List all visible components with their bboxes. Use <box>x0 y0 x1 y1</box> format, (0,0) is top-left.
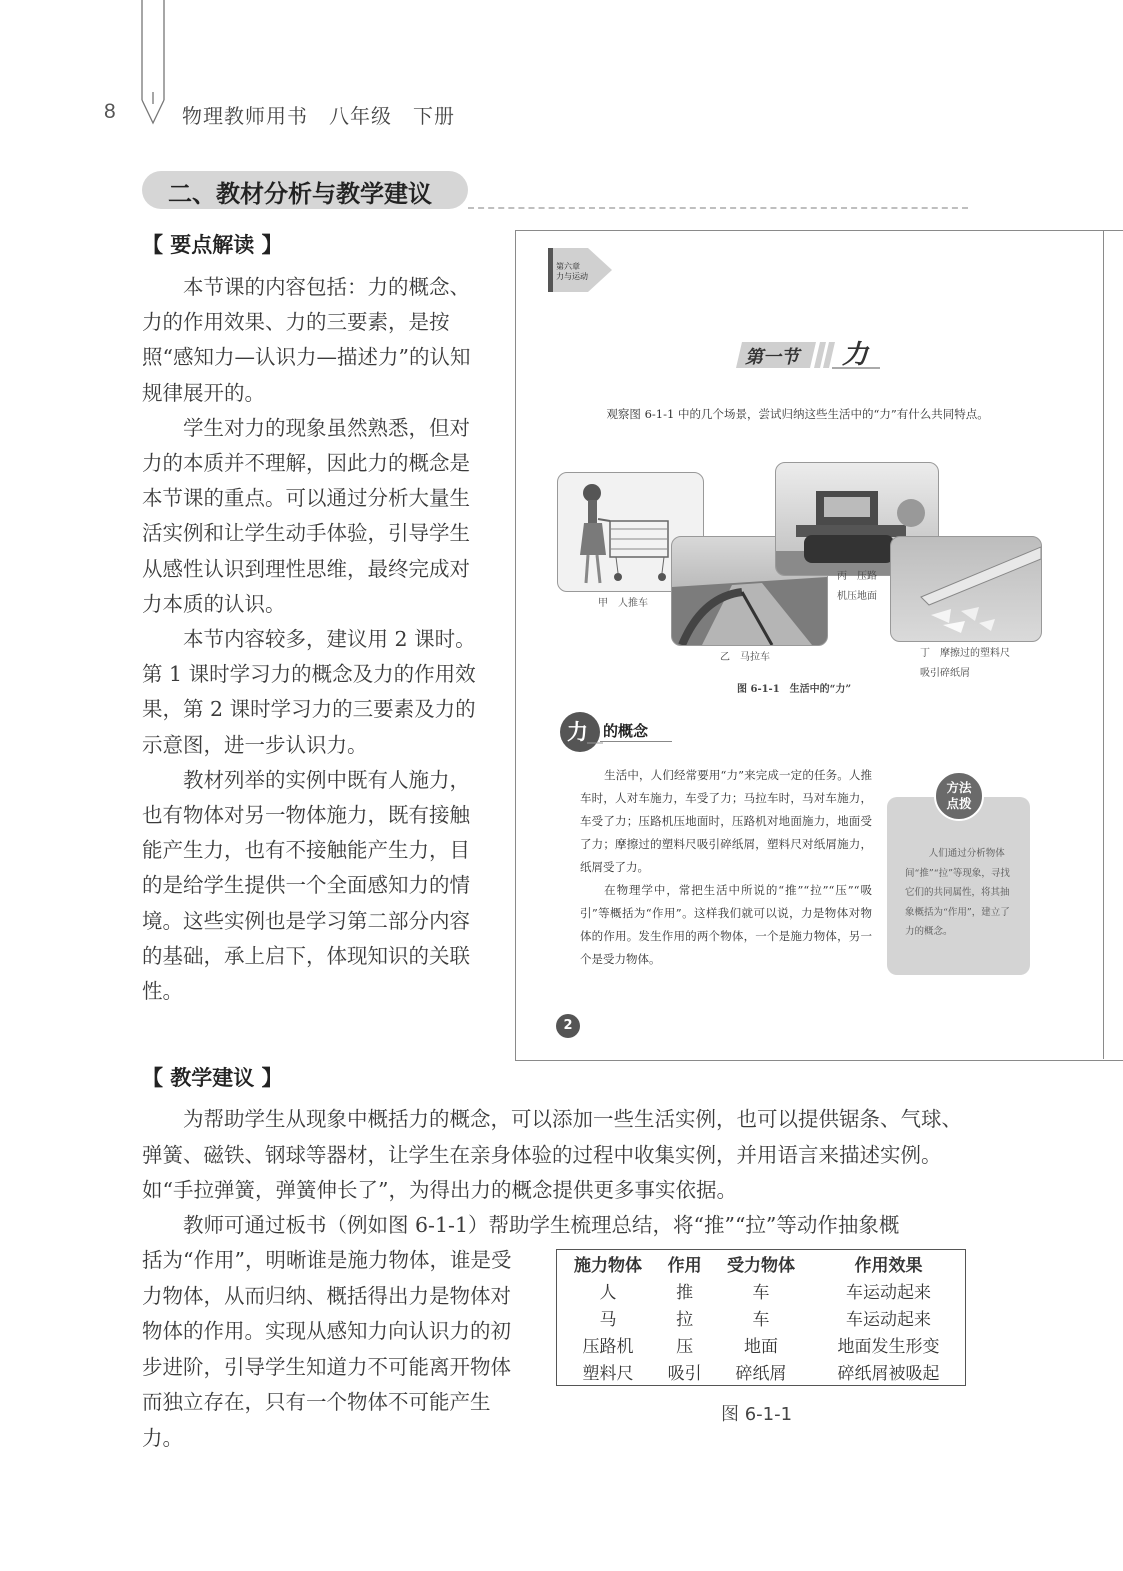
table-cell: 马 <box>599 1310 617 1330</box>
table-cell: 车 <box>752 1310 770 1330</box>
table-row <box>557 1358 966 1386</box>
key-point-paragraph: 教材列举的实例中既有人施力，也有物体对另一物体施力，既有接触能产生力，也有不接触能产生力，目的是给学生提供一个全面感知力的情境。这些实例也是学习第二部分内容的基础，承上启下，体现知识的关联性。 <box>142 767 470 1004</box>
key-points-heading: 【 要点解读 】 <box>142 233 283 257</box>
table-header: 作用 <box>667 1256 702 1276</box>
table-row <box>557 1304 966 1331</box>
photo-caption-d: 丁 摩擦过的塑料尺 吸引碎纸屑 <box>920 648 1010 679</box>
concept-body <box>580 764 872 971</box>
concept-char: 力 <box>567 720 588 744</box>
board-table-caption: 图 6-1-1 <box>721 1404 793 1425</box>
concept-paragraph: 生活中，人们经常要用“力”来完成一定的任务。人推车时，人对车施力，车受了力；马拉车时，马对车施力，车受了力；压路机压地面时，压路机对地面施力，地面受了力；摩擦过的塑料尺吸引碎纸屑，塑料尺对纸屑施力，纸屑受了力。 <box>580 768 872 874</box>
table-row <box>557 1331 966 1358</box>
insert-page-number: 2 <box>556 1014 580 1038</box>
photo-ruler-paper <box>890 536 1042 642</box>
photo-caption-a: 甲 人推车 <box>598 598 648 609</box>
table-cell: 地面发生形变 <box>837 1337 940 1357</box>
book-title: 物理教师用书 八年级 下册 <box>182 104 455 128</box>
table-cell: 车运动起来 <box>845 1310 931 1330</box>
table-cell: 吸引 <box>667 1364 702 1384</box>
key-point-paragraph: 本节课的内容包括：力的概念、力的作用效果、力的三要素，是按照“感知力—认识力—描述力”的认知规律展开的。 <box>142 275 471 405</box>
board-summary-table <box>556 1249 966 1386</box>
table-header: 受力物体 <box>726 1256 795 1276</box>
photo-caption-c: 丙 压路 机压地面 <box>837 571 877 602</box>
table-row <box>557 1277 966 1304</box>
table-cell: 碎纸屑被吸起 <box>837 1364 940 1384</box>
table-cell: 碎纸屑 <box>735 1364 787 1384</box>
section-char: 力 <box>842 340 869 370</box>
concept-underline <box>600 741 672 742</box>
insert-edge <box>1103 230 1104 1059</box>
table-header: 施力物体 <box>574 1256 643 1276</box>
table-cell: 压路机 <box>582 1337 634 1357</box>
table-cell: 压 <box>676 1337 694 1357</box>
method-tip-text: 人们通过分析物体间“推”“拉”等现象，寻找它们的共同属性，将其抽象概括为“作用”，建立了力的概念。 <box>905 848 1010 937</box>
teaching-heading: 【 教学建议 】 <box>142 1066 283 1090</box>
photo-caption-b: 乙 马拉车 <box>720 652 770 663</box>
table-cell: 拉 <box>676 1310 694 1330</box>
table-header: 作用效果 <box>854 1256 923 1276</box>
method-tip-title: 方法 点拨 <box>946 780 972 811</box>
chapter-tag-text: 第六章 力与运动 <box>556 262 588 281</box>
table-cell: 人 <box>599 1283 617 1303</box>
table-cell: 地面 <box>743 1337 778 1357</box>
observe-prompt: 观察图 6-1-1 中的几个场景，尝试归纳这些生活中的“力”有什么共同特点。 <box>606 407 989 421</box>
teaching-line: 弹簧、磁铁、钢球等器材，让学生在亲身体验的过程中收集实例，并用语言来描述实例。 <box>142 1143 942 1167</box>
teaching-line: 教师可通过板书（例如图 6-1-1）帮助学生梳理总结，将“推”“拉”等动作抽象概 <box>183 1213 900 1237</box>
pencil-icon <box>138 0 168 125</box>
table-cell: 车 <box>752 1283 770 1303</box>
figure-caption: 图 6-1-1 生活中的“力” <box>737 684 852 695</box>
table-cell: 塑料尺 <box>582 1364 634 1384</box>
section-label: 第一节 <box>745 347 799 368</box>
concept-paragraph: 在物理学中，常把生活中所说的“推”“拉”“压”“吸引”等概括为“作用”。这样我们就可以说，力是物体对物体的作用。发生作用的两个物体，一个是施力物体，另一个是受力物体。 <box>580 883 872 966</box>
table-header-row <box>557 1250 966 1278</box>
dashed-divider <box>468 207 968 209</box>
section-title: 二、教材分析与教学建议 <box>168 180 432 208</box>
concept-title: 的概念 <box>603 722 649 740</box>
key-point-paragraph: 学生对力的现象虽然熟悉，但对力的本质并不理解，因此力的概念是本节课的重点。可以通过分析大量生活实例和让学生动手体验，引导学生从感性认识到理性思维，最终完成对力本质的认识。 <box>142 415 470 616</box>
page-number: 8 <box>104 100 116 123</box>
teaching-paragraph: 括为“作用”，明晰谁是施力物体，谁是受力物体，从而归纳、概括得出力是物体对物体的作用。实现从感知力向认识力的初步进阶，引导学生知道力不可能离开物体而独立存在，只有一个物体不可能产生力。 <box>142 1248 512 1450</box>
teaching-line: 为帮助学生从现象中概括力的概念，可以添加一些生活实例，也可以提供锯条、气球、 <box>183 1107 962 1131</box>
key-point-paragraph: 本节内容较多，建议用 2 课时。第 1 课时学习力的概念及力的作用效果，第 2 课时学习力的三要素及力的示意图，进一步认识力。 <box>142 627 476 757</box>
key-points-body <box>142 270 487 1009</box>
teaching-line: 如“手拉弹簧，弹簧伸长了”，为得出力的概念提供更多事实依据。 <box>142 1178 737 1202</box>
table-cell: 车运动起来 <box>845 1283 931 1303</box>
table-cell: 推 <box>676 1283 694 1303</box>
